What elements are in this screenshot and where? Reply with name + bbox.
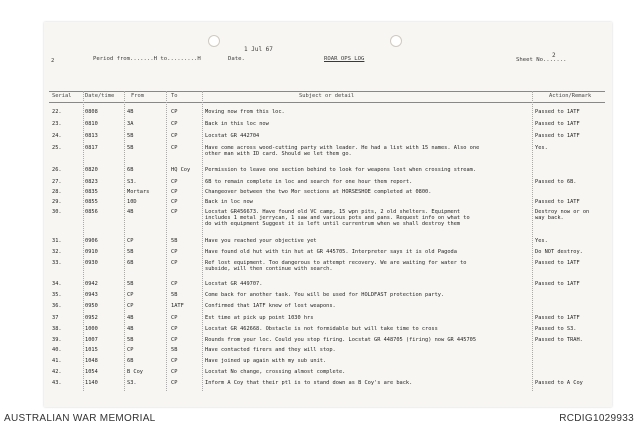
- entry-subject: Confirmed that 1ATF knew of lost weapons.: [205, 303, 336, 309]
- entry-from: B Coy: [127, 369, 143, 375]
- entry-from: CP: [127, 292, 134, 298]
- entry-action: Passed to 6B.: [535, 179, 577, 185]
- entry-subject: Inform A Coy that their ptl is to stand down as B Coy's are back.: [205, 380, 413, 386]
- entry-from: 3A: [127, 121, 134, 127]
- entry-serial: 31.: [52, 238, 62, 244]
- entry-time: 1007: [85, 337, 98, 343]
- entry-to: 1ATF: [171, 303, 184, 309]
- entry-subject: Locstat GR 462668. Obstacle is not formidable but will take time to cross: [205, 326, 438, 332]
- column-header-row: [49, 91, 605, 103]
- entry-action: Passed to 1ATF: [535, 315, 580, 321]
- entry-subject: Have come across wood-cutting party with leader. He had a list with 15 names. Also one other man with ID card. Should we let them go.: [205, 145, 480, 158]
- archive-name: AUSTRALIAN WAR MEMORIAL: [4, 413, 156, 424]
- entry-action: Yes.: [535, 238, 548, 244]
- entry-to: CP: [171, 209, 178, 215]
- entry-action: Passed to S3.: [535, 326, 577, 332]
- entry-to: CP: [171, 337, 178, 343]
- entry-to: 5B: [171, 238, 178, 244]
- entry-serial: 30.: [52, 209, 62, 215]
- entry-time: 0910: [85, 249, 98, 255]
- entry-subject: 6B to remain complete in loc and search for one hour them report.: [205, 179, 413, 185]
- entry-serial: 43.: [52, 380, 62, 386]
- entry-time: 0813: [85, 133, 98, 139]
- entry-subject: Back in loc now: [205, 199, 253, 205]
- entry-to: CP: [171, 380, 178, 386]
- col-from: From: [131, 93, 144, 99]
- entry-from: 4B: [127, 315, 134, 321]
- entry-from: 6B: [127, 167, 134, 173]
- entry-to: CP: [171, 315, 178, 321]
- period-label: Period from.......H to.........H: [93, 56, 201, 62]
- entry-subject: Have found old hut with tin hut at GR 445705. Interpreter says it is old Pagoda: [205, 249, 457, 255]
- entry-to: CP: [171, 179, 178, 185]
- entry-time: 0817: [85, 145, 98, 151]
- entry-to: CP: [171, 121, 178, 127]
- divider: [202, 91, 203, 391]
- entry-to: CP: [171, 145, 178, 151]
- entry-from: S3.: [127, 380, 137, 386]
- entry-subject: Back in this loc now: [205, 121, 269, 127]
- sheet-value: 2: [552, 52, 556, 59]
- log-title: ROAR OPS LOG: [324, 56, 365, 62]
- log-sheet: [44, 22, 612, 407]
- entry-to: 5B: [171, 347, 178, 353]
- entry-from: 5B: [127, 281, 134, 287]
- entry-from: 4B: [127, 109, 134, 115]
- entry-subject: Moving now from this loc.: [205, 109, 285, 115]
- entry-time: 0823: [85, 179, 98, 185]
- entry-time: 0855: [85, 199, 98, 205]
- entry-subject: Rounds from your loc. Could you stop firing. Locstat GR 448705 (firing) now GR 445705: [205, 337, 477, 343]
- entry-action: Passed to 1ATF: [535, 121, 580, 127]
- entry-to: CP: [171, 281, 178, 287]
- entry-from: Mortars: [127, 189, 150, 195]
- entry-subject: Ref lost equipment. Too dangerous to attempt recovery. We are waiting for water to subside, will then continue with search.: [205, 260, 467, 273]
- entry-serial: 25.: [52, 145, 62, 151]
- entry-action: Do NOT destroy.: [535, 249, 583, 255]
- entry-serial: 36.: [52, 303, 62, 309]
- entry-subject: Changeover between the two Mor sections at HORSESHOE completed at 0800.: [205, 189, 432, 195]
- entry-from: 4B: [127, 326, 134, 332]
- entry-time: 0950: [85, 303, 98, 309]
- entry-serial: 26.: [52, 167, 62, 173]
- entry-from: 10D: [127, 199, 137, 205]
- entry-time: 0810: [85, 121, 98, 127]
- entry-to: CP: [171, 260, 178, 266]
- col-to: To: [171, 93, 178, 99]
- col-serial: Serial: [52, 93, 72, 99]
- entry-to: CP: [171, 133, 178, 139]
- entry-from: 4B: [127, 209, 134, 215]
- entry-action: Passed to 1ATF: [535, 260, 580, 266]
- entry-time: 0808: [85, 109, 98, 115]
- entry-from: 5B: [127, 337, 134, 343]
- archive-ref: RCDIG1029933: [559, 413, 634, 424]
- entry-serial: 41.: [52, 358, 62, 364]
- entry-serial: 35.: [52, 292, 62, 298]
- divider: [532, 91, 533, 391]
- entry-action: Destroy now or on way back.: [535, 209, 590, 222]
- archive-footer: [0, 411, 640, 427]
- entry-serial: 39.: [52, 337, 62, 343]
- entry-serial: 33.: [52, 260, 62, 266]
- punch-hole-left: [208, 35, 220, 47]
- date-value: 1 Jul 67: [244, 46, 273, 53]
- entry-time: 0942: [85, 281, 98, 287]
- entry-subject: Have joined up again with my sub unit.: [205, 358, 327, 364]
- entry-from: 5B: [127, 145, 134, 151]
- entry-serial: 23.: [52, 121, 62, 127]
- entry-to: CP: [171, 199, 178, 205]
- entry-serial: 37: [52, 315, 59, 321]
- entry-serial: 34.: [52, 281, 62, 287]
- col-subject: Subject or detail: [299, 93, 355, 99]
- entry-serial: 32.: [52, 249, 62, 255]
- col-action: Action/Remark: [549, 93, 592, 99]
- entry-serial: 22.: [52, 109, 62, 115]
- entry-time: 0906: [85, 238, 98, 244]
- entry-to: CP: [171, 369, 178, 375]
- entry-subject: Est time at pick up point 1030 hrs: [205, 315, 314, 321]
- entry-subject: Locstat GR 442704: [205, 133, 260, 139]
- entry-to: CP: [171, 249, 178, 255]
- entry-serial: 27.: [52, 179, 62, 185]
- divider: [166, 91, 167, 391]
- entry-subject: Locstat GR 449707.: [205, 281, 263, 287]
- entry-to: HQ Coy: [171, 167, 191, 173]
- entry-to: 5B: [171, 292, 178, 298]
- col-time: Date/time: [85, 93, 115, 99]
- entry-from: 5B: [127, 133, 134, 139]
- entry-action: Passed to 1ATF: [535, 281, 580, 287]
- entry-action: Passed to 1ATF: [535, 133, 580, 139]
- entry-from: S3.: [127, 179, 137, 185]
- entry-from: CP: [127, 347, 134, 353]
- sheet-label: Sheet No.......: [516, 57, 567, 63]
- entry-action: Passed to A Coy: [535, 380, 583, 386]
- entry-from: 5B: [127, 249, 134, 255]
- entry-serial: 40.: [52, 347, 62, 353]
- entry-to: CP: [171, 189, 178, 195]
- entry-serial: 42.: [52, 369, 62, 375]
- entry-subject: Locstat No change, crossing almost complete.: [205, 369, 346, 375]
- entry-to: CP: [171, 358, 178, 364]
- entry-action: Passed to 1ATF: [535, 109, 580, 115]
- entry-from: 6B: [127, 260, 134, 266]
- entry-serial: 24.: [52, 133, 62, 139]
- entry-serial: 29.: [52, 199, 62, 205]
- entry-subject: Permission to leave one section behind to look for weapons lost when crossing stream.: [205, 167, 477, 173]
- entry-from: CP: [127, 238, 134, 244]
- entry-action: Yes.: [535, 145, 548, 151]
- corner-mark: 2: [51, 58, 55, 64]
- entry-time: 0856: [85, 209, 98, 215]
- entry-time: 0943: [85, 292, 98, 298]
- entry-subject: Have contacted firers and they will stop.: [205, 347, 336, 353]
- entry-action: Passed to 1ATF: [535, 199, 580, 205]
- entry-subject: Locstat GR456673. Have found old VC camp, 15 wpn pits, 2 old shelters. Equipment includes 1 metal jerrycan, 1 saw and various pots and pans. Request info on what to do with equipment Suggest it is left until currentrum when we shall destroy them: [205, 209, 470, 228]
- entry-time: 0930: [85, 260, 98, 266]
- divider: [124, 91, 125, 391]
- entry-time: 1048: [85, 358, 98, 364]
- entry-subject: Come back for another task. You will be used for HOLDFAST protection party.: [205, 292, 445, 298]
- divider: [83, 91, 84, 391]
- entry-action: Passed to TRAH.: [535, 337, 583, 343]
- entry-time: 1000: [85, 326, 98, 332]
- entry-time: 0952: [85, 315, 98, 321]
- date-label: Date.: [228, 56, 245, 62]
- entry-time: 1140: [85, 380, 98, 386]
- entry-to: CP: [171, 109, 178, 115]
- entry-time: 0835: [85, 189, 98, 195]
- entry-serial: 38.: [52, 326, 62, 332]
- punch-hole-right: [390, 35, 402, 47]
- entry-time: 1054: [85, 369, 98, 375]
- entry-subject: Have you reached your objective yet: [205, 238, 317, 244]
- entry-serial: 28.: [52, 189, 62, 195]
- entry-from: CP: [127, 303, 134, 309]
- entry-to: CP: [171, 326, 178, 332]
- entry-from: 6B: [127, 358, 134, 364]
- entry-time: 1015: [85, 347, 98, 353]
- entry-time: 0820: [85, 167, 98, 173]
